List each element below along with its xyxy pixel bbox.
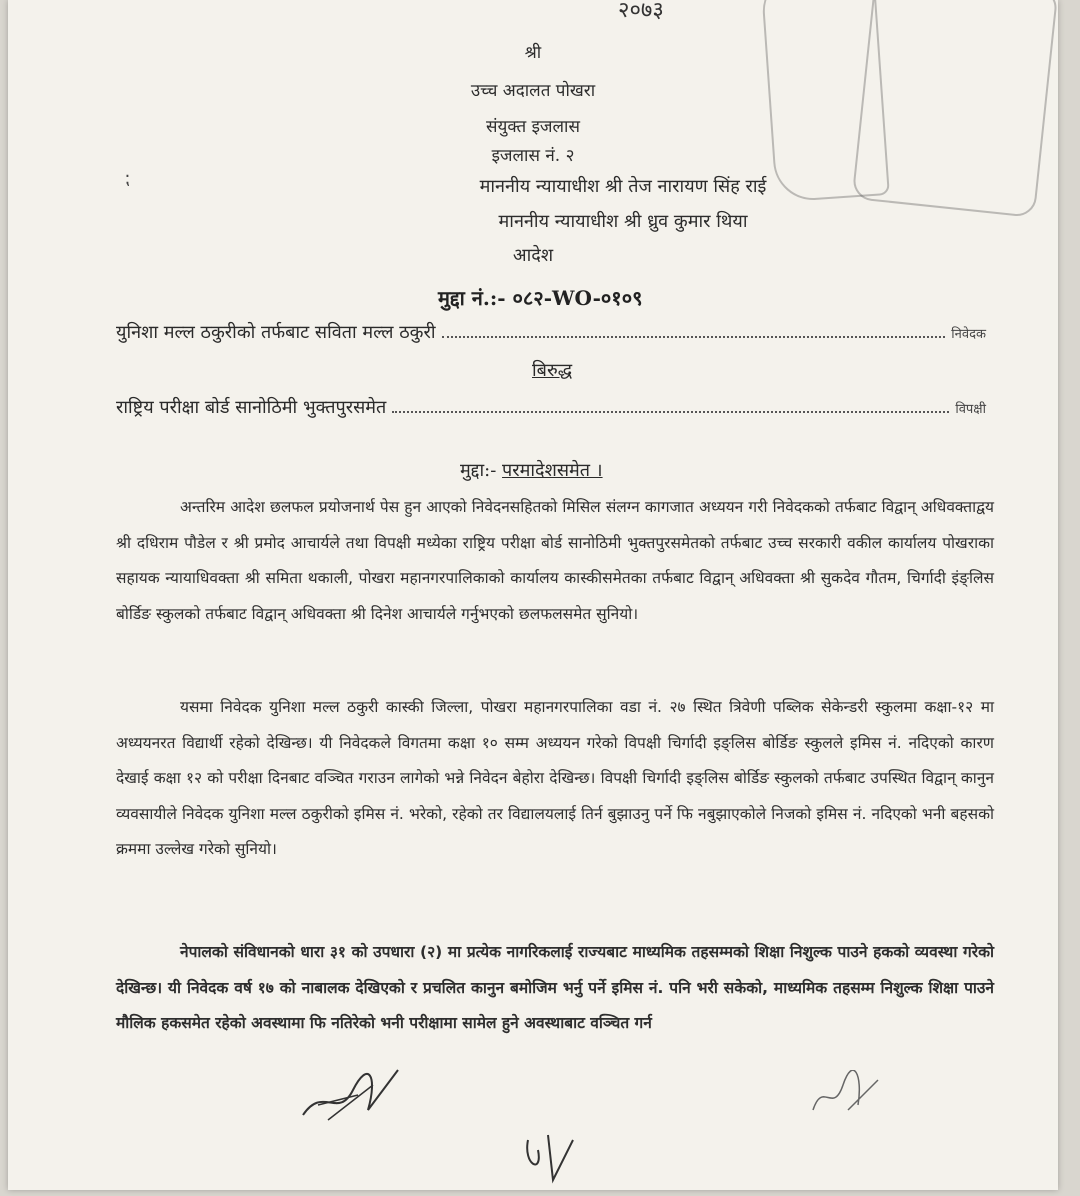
respondent-line (116, 395, 986, 419)
judge-2: माननीय न्यायाधीश श्री ध्रुव कुमार थिया (498, 211, 748, 232)
page-number: २०७३ (618, 0, 664, 23)
paragraph-2: यसमा निवेदक युनिशा मल्ल ठकुरी कास्की जिल्ला, पोखरा महानगरपालिका वडा नं. २७ स्थित त्रिवेणी पब्लिक सेकेन्डरी स्कुलमा कक्षा-१२ मा अध्ययनरत विद्यार्थी रहेको देखिन्छ। यी निवेदकले विगतमा कक्षा १० सम्म अध्ययन गरेको विपक्षी चिर्गादी इङ्लिस बोर्डिङ स्कुलले इमिस नं. नदिएको कारण देखाई कक्षा १२ को परीक्षा दिनबाट वञ्चित गराउन लागेको भन्ने निवेदन बेहोरा देखिन्छ। विपक्षी चिर्गादी इङ्लिस बोर्डिङ स्कुलको तर्फबाट उपस्थित विद्वान् कानुन व्यवसायीले निवेदक युनिशा मल्ल ठकुरीको इमिस नं. भरेको, रहेको तर विद्यालयलाई तिर्न बुझाउनु पर्ने फि नबुझाएकोले निजको इमिस नं. नदिएको भनी बहसको क्रममा उल्लेख गरेको सुनियो। (116, 698, 994, 858)
document-page (8, 0, 1058, 1190)
subject-label: मुद्दा:- (460, 460, 497, 481)
leader-dots (442, 322, 946, 338)
margin-mark: ⁏ (124, 168, 131, 189)
document-type: आदेश (512, 245, 554, 266)
versus-label: बिरुद्ध (532, 360, 573, 381)
salutation: श्री (524, 43, 542, 63)
bench-type: संयुक्त इजलास (486, 117, 580, 137)
leader-dots (392, 397, 949, 413)
paragraph-3: नेपालको संविधानको धारा ३१ को उपधारा (२) मा प्रत्येक नागरिकलाई राज्यबाट माध्यमिक तहसम्मको शिक्षा निशुल्क पाउने हकको व्यवस्था गरेको देखिन्छ। यी निवेदक वर्ष १७ को नाबालक देखिएको र प्रचलित कानुन बमोजिम भर्नु पर्ने इमिस नं. पनि भरी सकेको, माध्यमिक तहसम्म निशुल्क शिक्षा पाउने मौलिक हकसमेत रहेको अवस्थामा फि नतिरेको भनी परीक्षामा सामेल हुने अवस्थाबाट वञ्चित गर्न (116, 943, 994, 1032)
court-name: उच्च अदालत पोखरा (470, 81, 596, 101)
petitioner-name: युनिशा मल्ल ठकुरीको तर्फबाट सविता मल्ल ठकुरी (116, 322, 436, 343)
subject-value: परमादेशसमेत । (502, 460, 603, 481)
petitioner-role: निवेदक (951, 327, 986, 342)
respondent-name: राष्ट्रिय परीक्षा बोर्ड सानोठिमी भुक्तपुरसमेत (116, 397, 387, 418)
signature-right (808, 1070, 888, 1120)
respondent-role: विपक्षी (955, 402, 986, 417)
case-number: मुद्दा नं.:- ०८२-WO-०१०९ (438, 286, 643, 310)
case-subject (460, 458, 603, 482)
signature-left (298, 1065, 408, 1125)
paragraph-1: अन्तरिम आदेश छलफल प्रयोजनार्थ पेस हुन आएको निवेदनसहितको मिसिल संलग्न कागजात अध्ययन गरी निवेदकको तर्फबाट विद्वान् अधिवक्ताद्वय श्री दधिराम पौडेल र श्री प्रमोद आचार्यले तथा विपक्षी मध्येका राष्ट्रिय परीक्षा बोर्ड सानोठिमी भुक्तपुरसमेतको तर्फबाट उच्च सरकारी वकील कार्यालय पोखराका सहायक न्यायाधिवक्ता श्री समिता थकाली, पोखरा महानगरपालिकाको कार्यालय कास्कीसमेतका तर्फबाट विद्वान् अधिवक्ता श्री सुकदेव गौतम, चिर्गादी इंङ्लिस बोर्डिङ स्कुलको तर्फबाट विद्वान् अधिवक्ता श्री दिनेश आचार्यले गर्नुभएको छलफलसमेत सुनियो। (116, 498, 994, 623)
petitioner-line (116, 320, 986, 344)
judge-1: माननीय न्यायाधीश श्री तेज नारायण सिंह राई (479, 176, 767, 197)
signature-bottom (518, 1125, 588, 1185)
bench-number: इजलास नं. २ (491, 146, 575, 166)
